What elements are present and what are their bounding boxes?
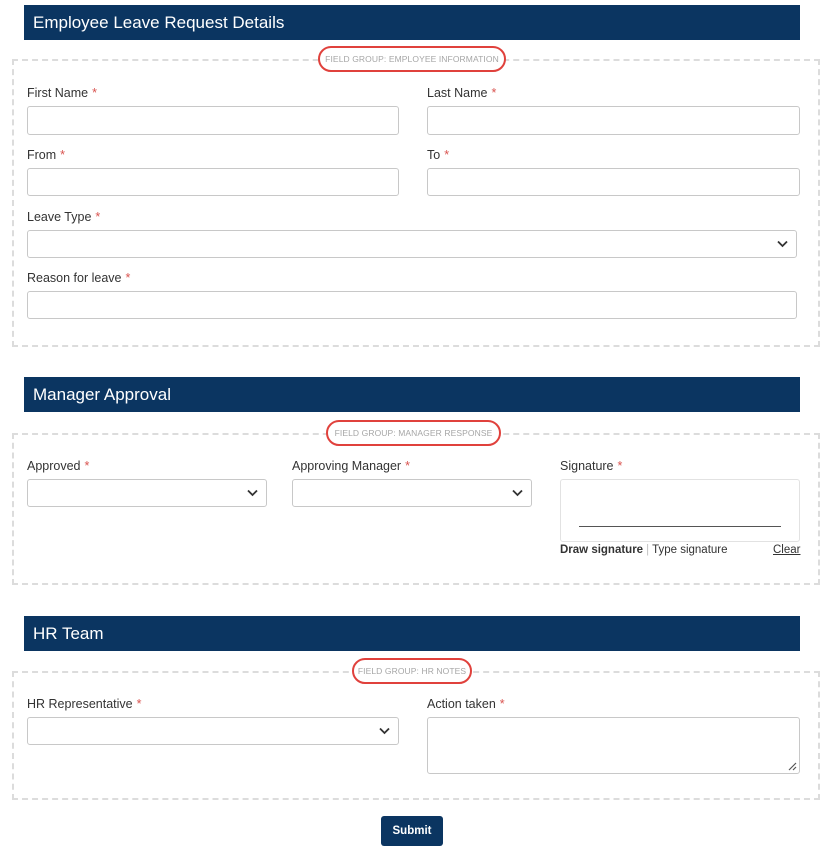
reason-label: Reason for leave *: [27, 271, 131, 285]
required-marker: *: [125, 271, 131, 285]
approving-manager-label: Approving Manager *: [292, 459, 410, 473]
action-taken-textarea[interactable]: [427, 717, 800, 774]
required-marker: *: [491, 86, 497, 100]
first-name-input[interactable]: [27, 106, 399, 135]
hr-representative-label: HR Representative *: [27, 697, 142, 711]
draw-signature-tab[interactable]: Draw signature: [560, 544, 644, 556]
submit-button[interactable]: Submit: [381, 816, 443, 846]
required-marker: *: [95, 210, 101, 224]
chevron-down-icon: [512, 489, 523, 497]
type-signature-tab[interactable]: Type signature: [652, 544, 728, 556]
signature-baseline: [579, 526, 781, 527]
signature-pad[interactable]: [560, 479, 800, 542]
first-name-label: First Name *: [27, 86, 97, 100]
last-name-label: Last Name *: [427, 86, 497, 100]
section-header-employee: Employee Leave Request Details: [24, 5, 800, 40]
section-header-manager: Manager Approval: [24, 377, 800, 412]
to-label: To *: [427, 148, 450, 162]
approved-label: Approved *: [27, 459, 90, 473]
from-label: From *: [27, 148, 66, 162]
signature-label: Signature *: [560, 459, 623, 473]
leave-type-label: Leave Type *: [27, 210, 101, 224]
section-header-hr: HR Team: [24, 616, 800, 651]
clear-signature-link[interactable]: Clear: [773, 544, 801, 556]
approving-manager-select[interactable]: [292, 479, 532, 507]
last-name-input[interactable]: [427, 106, 800, 135]
resize-grip-icon[interactable]: [787, 761, 797, 771]
field-group-legend-hr: FIELD GROUP: HR NOTES: [352, 658, 472, 684]
action-taken-label: Action taken *: [427, 697, 505, 711]
leave-type-select[interactable]: [27, 230, 797, 258]
separator: |: [646, 544, 650, 556]
required-marker: *: [499, 697, 505, 711]
field-group-legend-manager: FIELD GROUP: MANAGER RESPONSE: [326, 420, 501, 446]
to-date-input[interactable]: [427, 168, 800, 196]
required-marker: *: [444, 148, 450, 162]
required-marker: *: [617, 459, 623, 473]
hr-representative-select[interactable]: [27, 717, 399, 745]
approved-select[interactable]: [27, 479, 267, 507]
field-group-legend-employee: FIELD GROUP: EMPLOYEE INFORMATION: [318, 46, 506, 72]
required-marker: *: [136, 697, 142, 711]
from-date-input[interactable]: [27, 168, 399, 196]
required-marker: *: [405, 459, 410, 473]
required-marker: *: [84, 459, 90, 473]
chevron-down-icon: [777, 240, 788, 248]
signature-mode-switch: [560, 544, 728, 556]
required-marker: *: [92, 86, 97, 100]
required-marker: *: [60, 148, 66, 162]
chevron-down-icon: [247, 489, 258, 497]
chevron-down-icon: [379, 727, 390, 735]
reason-input[interactable]: [27, 291, 797, 319]
